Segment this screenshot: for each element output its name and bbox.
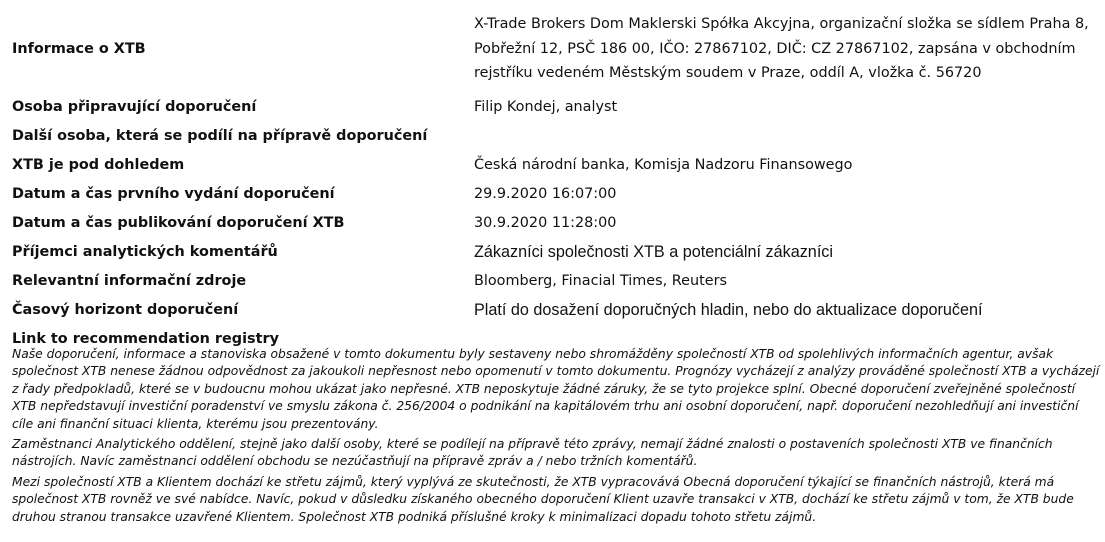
row-label: Osoba připravující doporučení <box>12 99 257 115</box>
row-value <box>468 122 1103 151</box>
row-value: Bloomberg, Finacial Times, Reuters <box>474 273 728 289</box>
row-value: Česká národní banka, Komisja Nadzoru Finansowego <box>474 157 853 173</box>
row-label: XTB je pod dohledem <box>12 157 185 173</box>
disclaimer-text <box>12 346 1102 529</box>
row-value: Platí do dosažení doporučných hladin, nebo do aktualizace doporučení <box>474 301 983 319</box>
disclosure-table <box>6 5 1103 354</box>
row-value: Zákazníci společnosti XTB a potenciální zákazníci <box>474 243 834 261</box>
row-value: 29.9.2020 16:07:00 <box>474 186 617 202</box>
row-label: Další osoba, která se podílí na přípravě doporučení <box>12 128 428 144</box>
row-label: Link to recommendation registry <box>12 331 279 347</box>
row-value: Filip Kondej, analyst <box>474 99 618 115</box>
row-label: Informace o XTB <box>12 40 146 57</box>
table-row <box>6 180 1103 209</box>
table-row <box>6 122 1103 151</box>
row-value: 30.9.2020 11:28:00 <box>474 215 617 231</box>
disclaimer-paragraph: Naše doporučení, informace a stanoviska obsažené v tomto dokumentu byly sestaveny nebo shromážděny společností XTB od spolehlivých informačních agentur, avšak společnost XTB nenese žádnou odpovědnost za jakoukoli nepřesnost nebo opomenutí v tomto dokumentu. Prognózy vycházejí z analýzy prováděné společností XTB a vycházejí z řady předpokladů, které se v budoucnu mohou ukázat jako nepřesné. XTB neposkytuje žádné záruky, že se tyto projekce splní. Obecné doporučení zveřejněné společností XTB nepředstavují investiční poradenství ve smyslu zákona č. 256/2004 o podnikání na kapitálovém trhu ani osobní doporučení, např. doporučení nezohledňují ani investiční cíle ani finanční situaci klienta, kterému jsou prezentovány. <box>12 347 1100 431</box>
table-row <box>6 296 1103 325</box>
disclaimer-paragraph: Mezi společností XTB a Klientem dochází ke střetu zájmů, který vyplývá ze skutečnosti, že XTB vypracovává Obecná doporučení týkající se finančních nástrojů, která má společnost XTB rovněž ve své nabídce. Navíc, pokud v důsledku získaného obecného doporučení Klient uzavře transakci v XTB, dochází ke střetu zájmů v tom, že XTB bude druhou stranou transakce uzavřené Klientem. Společnost XTB podniká příslušné kroky k minimalizaci dopadu tohoto střetu zájmů. <box>12 474 1074 524</box>
disclaimer-paragraph: Zaměstnanci Analytického oddělení, stejně jako další osoby, které se podílejí na přípravě této zprávy, nemají žádné znalosti o postaveních společnosti XTB ve finančních nástrojích. Navíc zaměstnanci oddělení obchodu se nezúčastňují na přípravě zpráv a / nebo tržních komentářů. <box>12 437 1053 469</box>
row-label: Časový horizont doporučení <box>12 302 239 318</box>
row-label: Relevantní informační zdroje <box>12 273 247 289</box>
table-row <box>6 267 1103 296</box>
table-row <box>6 5 1103 93</box>
table-row <box>6 93 1103 122</box>
table-row <box>6 238 1103 267</box>
row-label: Datum a čas prvního vydání doporučení <box>12 186 335 202</box>
row-label: Datum a čas publikování doporučení XTB <box>12 215 345 231</box>
table-row <box>6 151 1103 180</box>
row-label: Příjemci analytických komentářů <box>12 244 278 260</box>
row-value: X-Trade Brokers Dom Maklerski Spółka Akcyjna, organizační složka se sídlem Praha 8, Pobřežní 12, PSČ 186 00, IČO: 27867102, DIČ: CZ 27867102, zapsána v obchodním rejstříku vedeném Městským soudem v Praze, oddíl A, vložka č. 56720 <box>474 16 1089 82</box>
table-row <box>6 209 1103 238</box>
